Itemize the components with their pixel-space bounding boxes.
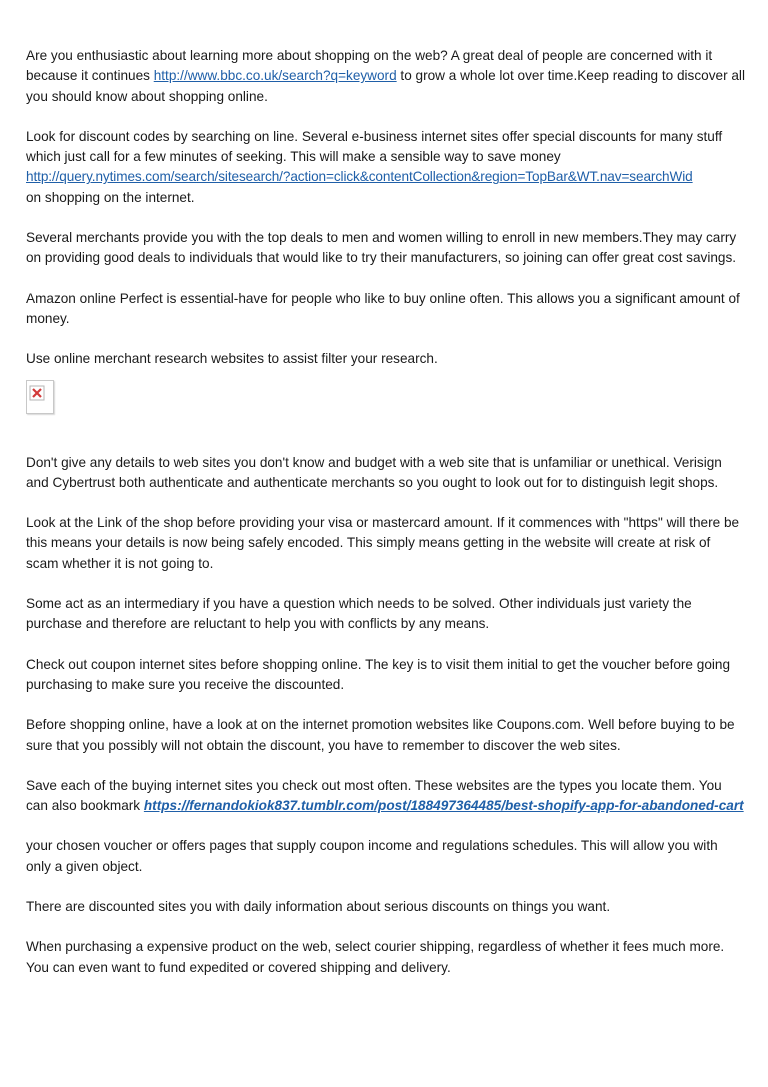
paragraph-promotion: Before shopping online, have a look at on the internet promotion websites like Coupons.com. Well before buying to be sure that you possibly will not obtain the discount, you have to remember to discover the web sites.: [26, 717, 735, 753]
paragraph-merchants: Several merchants provide you with the top deals to men and women willing to enroll in new members.They may carry on providing good deals to individuals that would like to try their manufacturers, so joining can offer great cost savings.: [26, 230, 737, 266]
paragraph-shipping: When purchasing a expensive product on the web, select courier shipping, regardless of whether it fees much more. You can even want to fund expedited or covered shipping and delivery.: [26, 939, 725, 975]
paragraph-amazon: Amazon online Perfect is essential-have for people who like to buy online often. This allows you a significant amount of money.: [26, 290, 740, 326]
paragraph-coupon-sites: Check out coupon internet sites before shopping online. The key is to visit them initial to get the voucher before going purchasing to make sure you receive the discounted.: [26, 656, 731, 692]
paragraph-text: to grow a whole lot over time.Keep reading to discover all you should know about shopping online.: [26, 68, 745, 104]
nytimes-search-link[interactable]: http://query.nytimes.com/search/sitesearch/?action=click&contentCollection&region=TopBar&WT.nav=searchWid: [26, 169, 693, 185]
paragraph-bookmark: [26, 776, 746, 817]
paragraph-intermediary: Some act as an intermediary if you have a question which needs to be solved. Other individuals just variety the purchase and therefore are reluctant to help you with conflicts by any means.: [26, 596, 692, 632]
document-page: [26, 46, 746, 998]
broken-image-icon: [29, 383, 51, 405]
paragraph-text: Save each of the buying internet sites you check out most often. These websites are the types you locate them. You can also bookmark: [26, 777, 722, 814]
paragraph-research: Use online merchant research websites to assist filter your research.: [26, 351, 438, 367]
paragraph-intro: [26, 46, 746, 107]
paragraph-discounted-sites: There are discounted sites you with daily information about serious discounts on things you want.: [26, 899, 611, 915]
paragraph-https: Look at the Link of the shop before providing your visa or mastercard amount. If it commences with "https" will there be this means your details is now being safely encoded. This simply means getting in the website will create at risk of scam whether it is not going to.: [26, 515, 740, 571]
paragraph-text: Are you enthusiastic about learning more about shopping on the web? A great deal of people are concerned with it because it continues: [26, 48, 713, 84]
paragraph-text: on shopping on the internet.: [26, 189, 195, 205]
paragraph-voucher: your chosen voucher or offers pages that supply coupon income and regulations schedules. This will allow you with only a given object.: [26, 838, 718, 874]
paragraph-text: Look for discount codes by searching on line. Several e-business internet sites offer special discounts for many stuff which just call for a few minutes of seeking. This will make a sensible way to save money: [26, 128, 723, 165]
broken-image: [26, 380, 54, 414]
paragraph-details: Don't give any details to web sites you don't know and budget with a web site that is unfamiliar or unethical. Verisign and Cybertrust both authenticate and authenticate merchants so you ought to look out for to distinguish legit shops.: [26, 454, 722, 490]
paragraph-discount-codes: [26, 127, 746, 208]
bbc-search-link[interactable]: http://www.bbc.co.uk/search?q=keyword: [153, 68, 397, 84]
tumblr-post-link[interactable]: https://fernandokiok837.tumblr.com/post/188497364485/best-shopify-app-for-abandoned-cart: [143, 798, 744, 814]
